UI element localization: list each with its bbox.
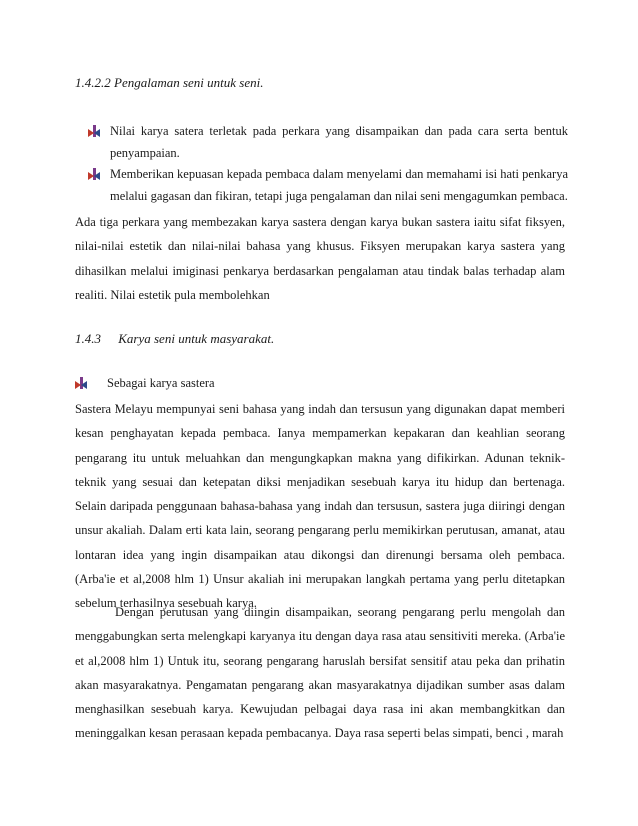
section-number: 1.4.3	[75, 331, 101, 346]
section-title: Karya seni untuk masyarakat.	[118, 331, 275, 346]
body-paragraph: Dengan perutusan yang diingin disampaikan, seorang pengarang perlu mengolah dan menggabungkan serta melengkapi karyanya itu dengan daya rasa atau sensitiviti mereka. (Arba'ie et al,2008 hlm 1) Untuk itu, seorang pengarang haruslah bersifat sensitif atau peka dan prihatin akan masyarakatnya. Pengamatan pengarang akan masyarakatnya dijadikan sumber asas dalam menghasilkan sesebuah karya. Kewujudan pelbagai daya rasa ini akan membangkitkan dan meninggalkan kesan perasaan kepada pembacanya. Daya rasa seperti belas simpati, benci , marah	[75, 605, 565, 741]
bullet-text: Sebagai karya sastera	[107, 376, 215, 390]
body-paragraph: Ada tiga perkara yang membezakan karya sastera dengan karya bukan sastera iaitu sifat fiksyen, nilai-nilai estetik dan nilai-nilai bahasa yang khusus. Fiksyen merupakan karya sastera yang dihasilkan melalui imiginasi penkarya berdasarkan pengalaman atau tindak balas terhadap alam realiti. Nilai estetik pula membolehkan	[75, 215, 565, 302]
bullet-item	[88, 120, 568, 164]
arrow-bullet-icon	[88, 125, 100, 137]
bullet-text: Nilai karya satera terletak pada perkara yang disampaikan dan pada cara serta bentuk penyampaian.	[110, 124, 568, 160]
bullet-item	[75, 372, 568, 394]
bullet-item	[88, 163, 568, 207]
section-heading	[75, 331, 274, 347]
bullet-text: Memberikan kepuasan kepada pembaca dalam menyelami dan memahami isi hati penkarya melalui gagasan dan fikiran, tetapi juga pengalaman dan nilai seni mengagumkan pembaca.	[110, 167, 568, 203]
section-heading: 1.4.2.2 Pengalaman seni untuk seni.	[75, 75, 264, 90]
body-paragraph: Sastera Melayu mempunyai seni bahasa yang indah dan tersusun yang digunakan dapat memberi kesan penghayatan kepada pembaca. Ianya mempamerkan kepakaran dan keahlian seorang pengarang itu untuk meluahkan dan mengungkapkan makna yang difikirkan. Adunan teknik-teknik yang sesuai dan ketepatan diksi menjadikan sesebuah karya itu hidup dan bertenaga. Selain daripada penggunaan bahasa-bahasa yang indah dan tersusun, sastera juga diiringi dengan unsur akaliah. Dalam erti kata lain, seorang pengarang perlu memikirkan perutusan, amanat, atau lontaran idea yang ingin disampaikan atau dikongsi dan direnungi bersama oleh pembaca. (Arba'ie et al,2008 hlm 1) Unsur akaliah ini merupakan langkah pertama yang perlu ditetapkan sebelum terhasilnya sesebuah karya.	[75, 402, 565, 611]
arrow-bullet-icon	[88, 168, 100, 180]
arrow-bullet-icon	[75, 377, 87, 389]
